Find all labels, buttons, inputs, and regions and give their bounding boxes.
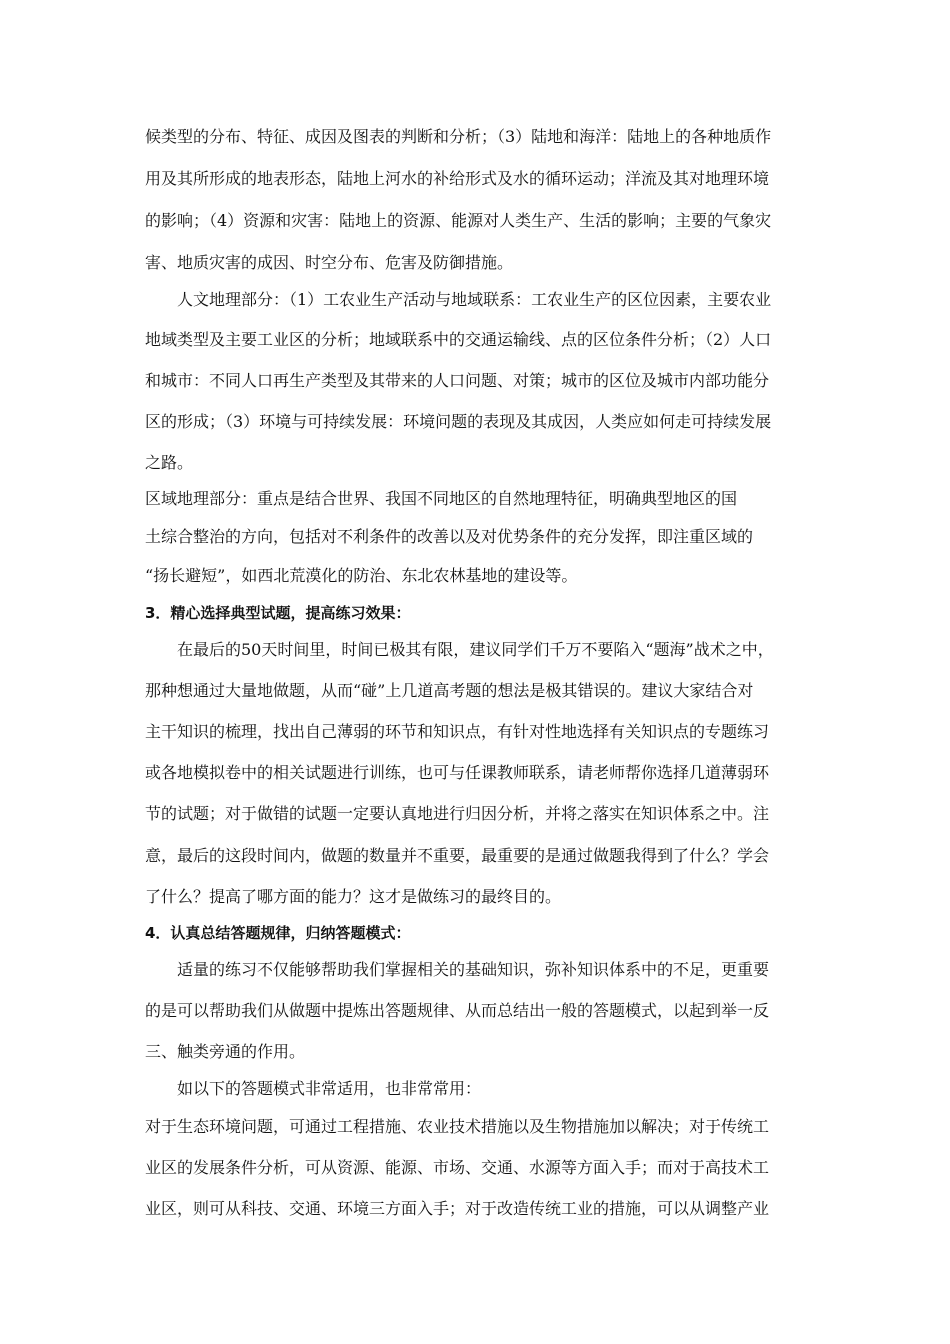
text-line: 人文地理部分：（1）工农业生产活动与地域联系：工农业生产的区位因素，主要农业 <box>177 290 772 309</box>
text-line: 土综合整治的方向，包括对不利条件的改善以及对优势条件的充分发挥，即注重区域的 <box>145 527 754 546</box>
text-line: “扬长避短”，如西北荒漠化的防治、东北农林基地的建设等。 <box>145 566 578 585</box>
text-line: 的影响；（4）资源和灾害：陆地上的资源、能源对人类生产、生活的影响；主要的气象灾 <box>145 211 772 230</box>
text-line: 区的形成；（3）环境与可持续发展：环境问题的表现及其成因，人类应如何走可持续发展 <box>145 412 772 431</box>
text-line: 在最后的50天时间里，时间已极其有限，建议同学们千万不要陷入“题海”战术之中， <box>177 640 774 659</box>
section-heading: 3．精心选择典型试题，提高练习效果： <box>145 604 411 622</box>
text-line: 区域地理部分：重点是结合世界、我国不同地区的自然地理特征，明确典型地区的国 <box>145 489 738 508</box>
text-line: 节的试题；对于做错的试题一定要认真地进行归因分析，并将之落实在知识体系之中。注 <box>145 804 770 823</box>
text-line: 对于生态环境问题，可通过工程措施、农业技术措施以及生物措施加以解决；对于传统工 <box>145 1117 770 1136</box>
text-line: 用及其所形成的地表形态，陆地上河水的补给形式及水的循环运动；洋流及其对地理环境 <box>145 169 770 188</box>
text-line: 或各地模拟卷中的相关试题进行训练，也可与任课教师联系，请老师帮你选择几道薄弱环 <box>145 763 770 782</box>
text-line: 业区的发展条件分析，可从资源、能源、市场、交通、水源等方面入手；而对于高技术工 <box>145 1158 770 1177</box>
text-line: 地域类型及主要工业区的分析；地域联系中的交通运输线、点的区位条件分析；（2）人口 <box>145 330 772 349</box>
text-line: 意，最后的这段时间内，做题的数量并不重要，最重要的是通过做题我得到了什么？学会 <box>145 846 770 865</box>
text-line: 害、地质灾害的成因、时空分布、危害及防御措施。 <box>145 253 514 272</box>
text-line: 主干知识的梳理，找出自己薄弱的环节和知识点，有针对性地选择有关知识点的专题练习 <box>145 722 770 741</box>
text-line: 候类型的分布、特征、成因及图表的判断和分析；（3）陆地和海洋：陆地上的各种地质作 <box>145 127 772 146</box>
text-line: 如以下的答题模式非常适用，也非常常用： <box>177 1079 482 1098</box>
text-line: 三、触类旁通的作用。 <box>145 1042 306 1061</box>
text-line: 适量的练习不仅能够帮助我们掌握相关的基础知识，弥补知识体系中的不足，更重要 <box>177 960 770 979</box>
text-line: 和城市：不同人口再生产类型及其带来的人口问题、对策；城市的区位及城市内部功能分 <box>145 371 770 390</box>
text-line: 业区，则可从科技、交通、环境三方面入手；对于改造传统工业的措施，可以从调整产业 <box>145 1199 770 1218</box>
text-line: 之路。 <box>145 453 194 472</box>
section-heading: 4．认真总结答题规律，归纳答题模式： <box>145 924 411 942</box>
text-line: 了什么？提高了哪方面的能力？这才是做练习的最终目的。 <box>145 887 562 906</box>
text-line: 的是可以帮助我们从做题中提炼出答题规律、从而总结出一般的答题模式，以起到举一反 <box>145 1001 770 1020</box>
text-line: 那种想通过大量地做题，从而“碰”上几道高考题的想法是极其错误的。建议大家结合对 <box>145 681 754 700</box>
